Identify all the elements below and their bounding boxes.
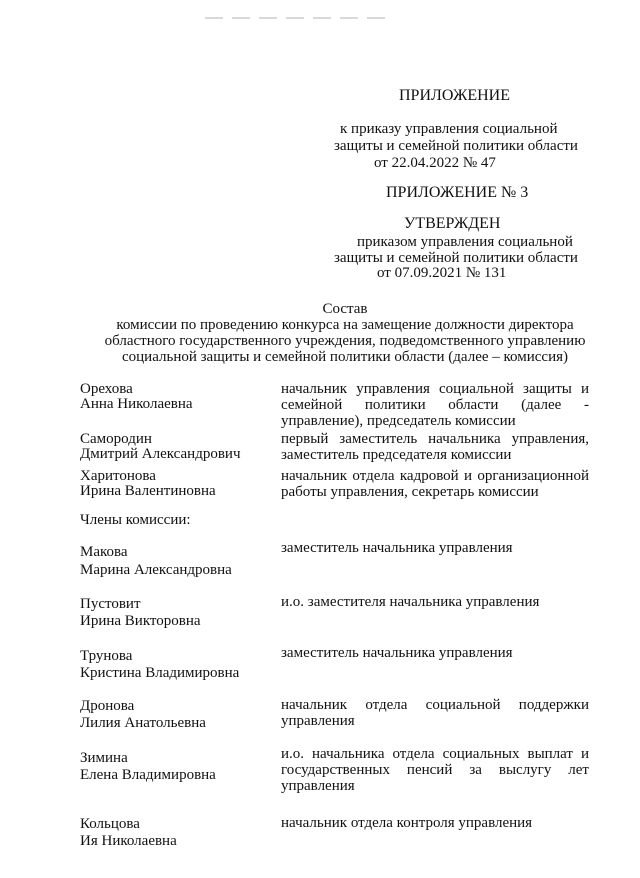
composition-line-1: комиссии по проведению конкурса на замещение должности директора	[116, 317, 574, 333]
member-surname: Орехова	[80, 381, 133, 397]
member-role: заместитель начальника управления	[281, 645, 513, 661]
member-surname: Зимина	[80, 750, 128, 766]
member-role: начальник управления социальной защиты и семейной политики области (далее - управление), председатель комиссии	[281, 381, 589, 429]
approved-line-2: защиты и семейной политики области	[334, 250, 578, 266]
member-role: и.о. заместителя начальника управления	[281, 594, 540, 610]
appendix-line-2: защиты и семейной политики области	[334, 138, 578, 154]
member-surname: Дронова	[80, 698, 135, 714]
approved-line-1: приказом управления социальной	[357, 234, 573, 250]
member-role: и.о. начальника отдела социальных выплат и государственных пенсий за выслугу лет управления	[281, 746, 589, 794]
member-name: Ирина Валентиновна	[80, 483, 216, 499]
composition-title: Состав	[322, 301, 368, 317]
member-surname: Самородин	[80, 431, 152, 447]
member-surname: Трунова	[80, 648, 133, 664]
member-name: Марина Александровна	[80, 562, 232, 578]
member-role: начальник отдела социальной поддержки управления	[281, 697, 589, 729]
member-name: Елена Владимировна	[80, 767, 216, 783]
appendix-line-1: к приказу управления социальной	[340, 121, 558, 137]
member-surname: Макова	[80, 544, 128, 560]
member-name: Ирина Викторовна	[80, 613, 201, 629]
member-name: Дмитрий Александрович	[80, 446, 241, 462]
appendix3-title: ПРИЛОЖЕНИЕ № 3	[386, 184, 529, 201]
member-name: Кристина Владимировна	[80, 665, 240, 681]
member-role: первый заместитель начальника управления, заместитель председателя комиссии	[281, 431, 589, 463]
scan-artifact	[205, 17, 390, 19]
member-role: начальник отдела контроля управления	[281, 815, 533, 831]
member-name: Лилия Анатольевна	[80, 715, 206, 731]
composition-line-3: социальной защиты и семейной политики области (далее – комиссия)	[121, 349, 569, 365]
composition-line-2: областного государственного учреждения, подведомственного управлению	[104, 333, 586, 349]
member-name: Ия Николаевна	[80, 833, 177, 849]
members-heading: Члены комиссии:	[80, 512, 191, 528]
member-surname: Кольцова	[80, 816, 140, 832]
approved-line-3: от 07.09.2021 № 131	[377, 265, 507, 281]
member-surname: Пустовит	[80, 596, 141, 612]
member-surname: Харитонова	[80, 468, 156, 484]
member-name: Анна Николаевна	[80, 396, 193, 412]
approved-title: УТВЕРЖДЕН	[404, 215, 501, 232]
appendix-line-3: от 22.04.2022 № 47	[374, 155, 496, 171]
appendix-title: ПРИЛОЖЕНИЕ	[399, 87, 511, 104]
member-role: начальник отдела кадровой и организационной работы управления, секретарь комиссии	[281, 468, 589, 500]
member-role: заместитель начальника управления	[281, 540, 513, 556]
